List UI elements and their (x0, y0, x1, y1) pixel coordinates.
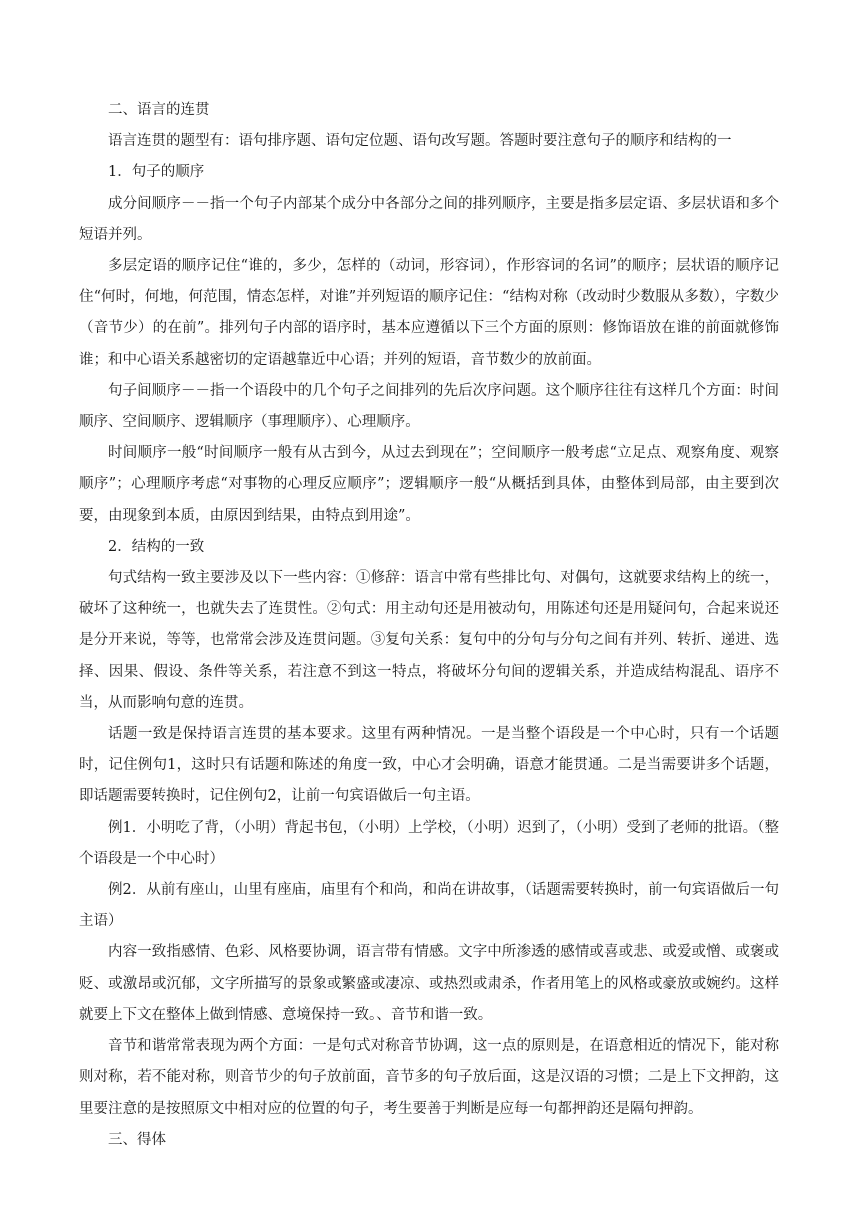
section-heading-appropriateness: 三、得体 (108, 1131, 166, 1148)
paragraph-multilayer-attributive: 多层定语的顺序记住“谁的，多少，怎样的（动词，形容词），作形容词的名词”的顺序；层状语的顺序记住“何时，何地，何范围，情态怎样，对谁”并列短语的顺序记住：“结构对称（改动时少数服从多数），字数少（音节少）的在前”。排列句子内部的语序时，基本应遵循以下三个方面的原则：修饰语放在谁的前面就修饰谁；和中心语关系越密切的定语越靠近中心语；并列的短语，音节数少的放前面。 (79, 258, 779, 368)
section-heading-coherence: 二、语言的连贯 (108, 102, 210, 118)
subheading-structure-consistency: 2．结构的一致 (108, 538, 205, 555)
paragraph-example-2: 例2．从前有座山，山里有座庙，庙里有个和尚，和尚在讲故事，（话题需要转换时，前一句宾语做后一句主语） (79, 882, 779, 930)
paragraph-inter-sentence-order: 句子间顺序－－指一个语段中的几个句子之间排列的先后次序问题。这个顺序往往有这样几个方面：时间顺序、空间顺序、逻辑顺序（事理顺序）、心理顺序。 (79, 382, 779, 431)
paragraph-question-types: 语言连贯的题型有：语句排序题、语句定位题、语句改写题。答题时要注意句子的顺序和结构的一 (108, 133, 732, 150)
paragraph-example-1: 例1．小明吃了背，（小明）背起书包，（小明）上学校，（小明）迟到了，（小明）受到了老师的批语。（整个语段是一个中心时） (79, 819, 779, 867)
paragraph-sentence-structure: 句式结构一致主要涉及以下一些内容：①修辞：语言中常有些排比句、对偶句，这就要求结构上的统一，破坏了这种统一，也就失去了连贯性。②句式：用主动句还是用被动句，用陈述句还是用疑问句，合起来说还是分开来说，等等，也常常会涉及连贯问题。③复句关系：复句中的分句与分句之间有并列、转折、递进、选择、因果、假设、条件等关系，若注意不到这一特点，将破坏分句间的逻辑关系，并造成结构混乱、语序不当，从而影响句意的连贯。 (79, 570, 779, 711)
document-page (79, 95, 779, 1156)
paragraph-content-consistency: 内容一致指感情、色彩、风格要协调，语言带有情感。文字中所渗透的感情或喜或悲、或爱或憎、或褒或贬、或激昂或沉郁，文字所描写的景象或繁盛或凄凉、或热烈或肃杀，作者用笔上的风格或豪放或婉约。这样就要上下文在整体上做到情感、意境保持一致。、音节和谐一致。 (79, 944, 779, 1023)
paragraph-topic-consistency: 话题一致是保持语言连贯的基本要求。这里有两种情况。一是当整个语段是一个中心时，只有一个话题时，记住例句1，这时只有话题和陈述的角度一致，中心才会明确，语意才能贯通。二是当需要讲多个话题，即话题需要转换时，记住例句2，让前一句宾语做后一句主语。 (79, 726, 779, 805)
paragraph-component-order: 成分间顺序－－指一个句子内部某个成分中各部分之间的排列顺序，主要是指多层定语、多层状语和多个短语并列。 (79, 195, 779, 243)
subheading-sentence-order: 1．句子的顺序 (108, 164, 205, 181)
paragraph-order-types: 时间顺序一般“时间顺序一般有从古到今，从过去到现在”；空间顺序一般考虑“立足点、观察角度、观察顺序”；心理顺序考虑“对事物的心理反应顺序”；逻辑顺序一般“从概括到具体，由整体到局部，由主要到次要，由现象到本质，由原因到结果，由特点到用途”。 (79, 445, 779, 524)
paragraph-syllable-harmony: 音节和谐常常表现为两个方面：一是句式对称音节协调，这一点的原则是，在语意相近的情况下，能对称则对称，若不能对称，则音节少的句子放前面，音节多的句子放后面，这是汉语的习惯；二是上下文押韵，这里要注意的是按照原文中相对应的位置的句子，考生要善于判断是应每一句都押韵还是隔句押韵。 (79, 1038, 779, 1117)
